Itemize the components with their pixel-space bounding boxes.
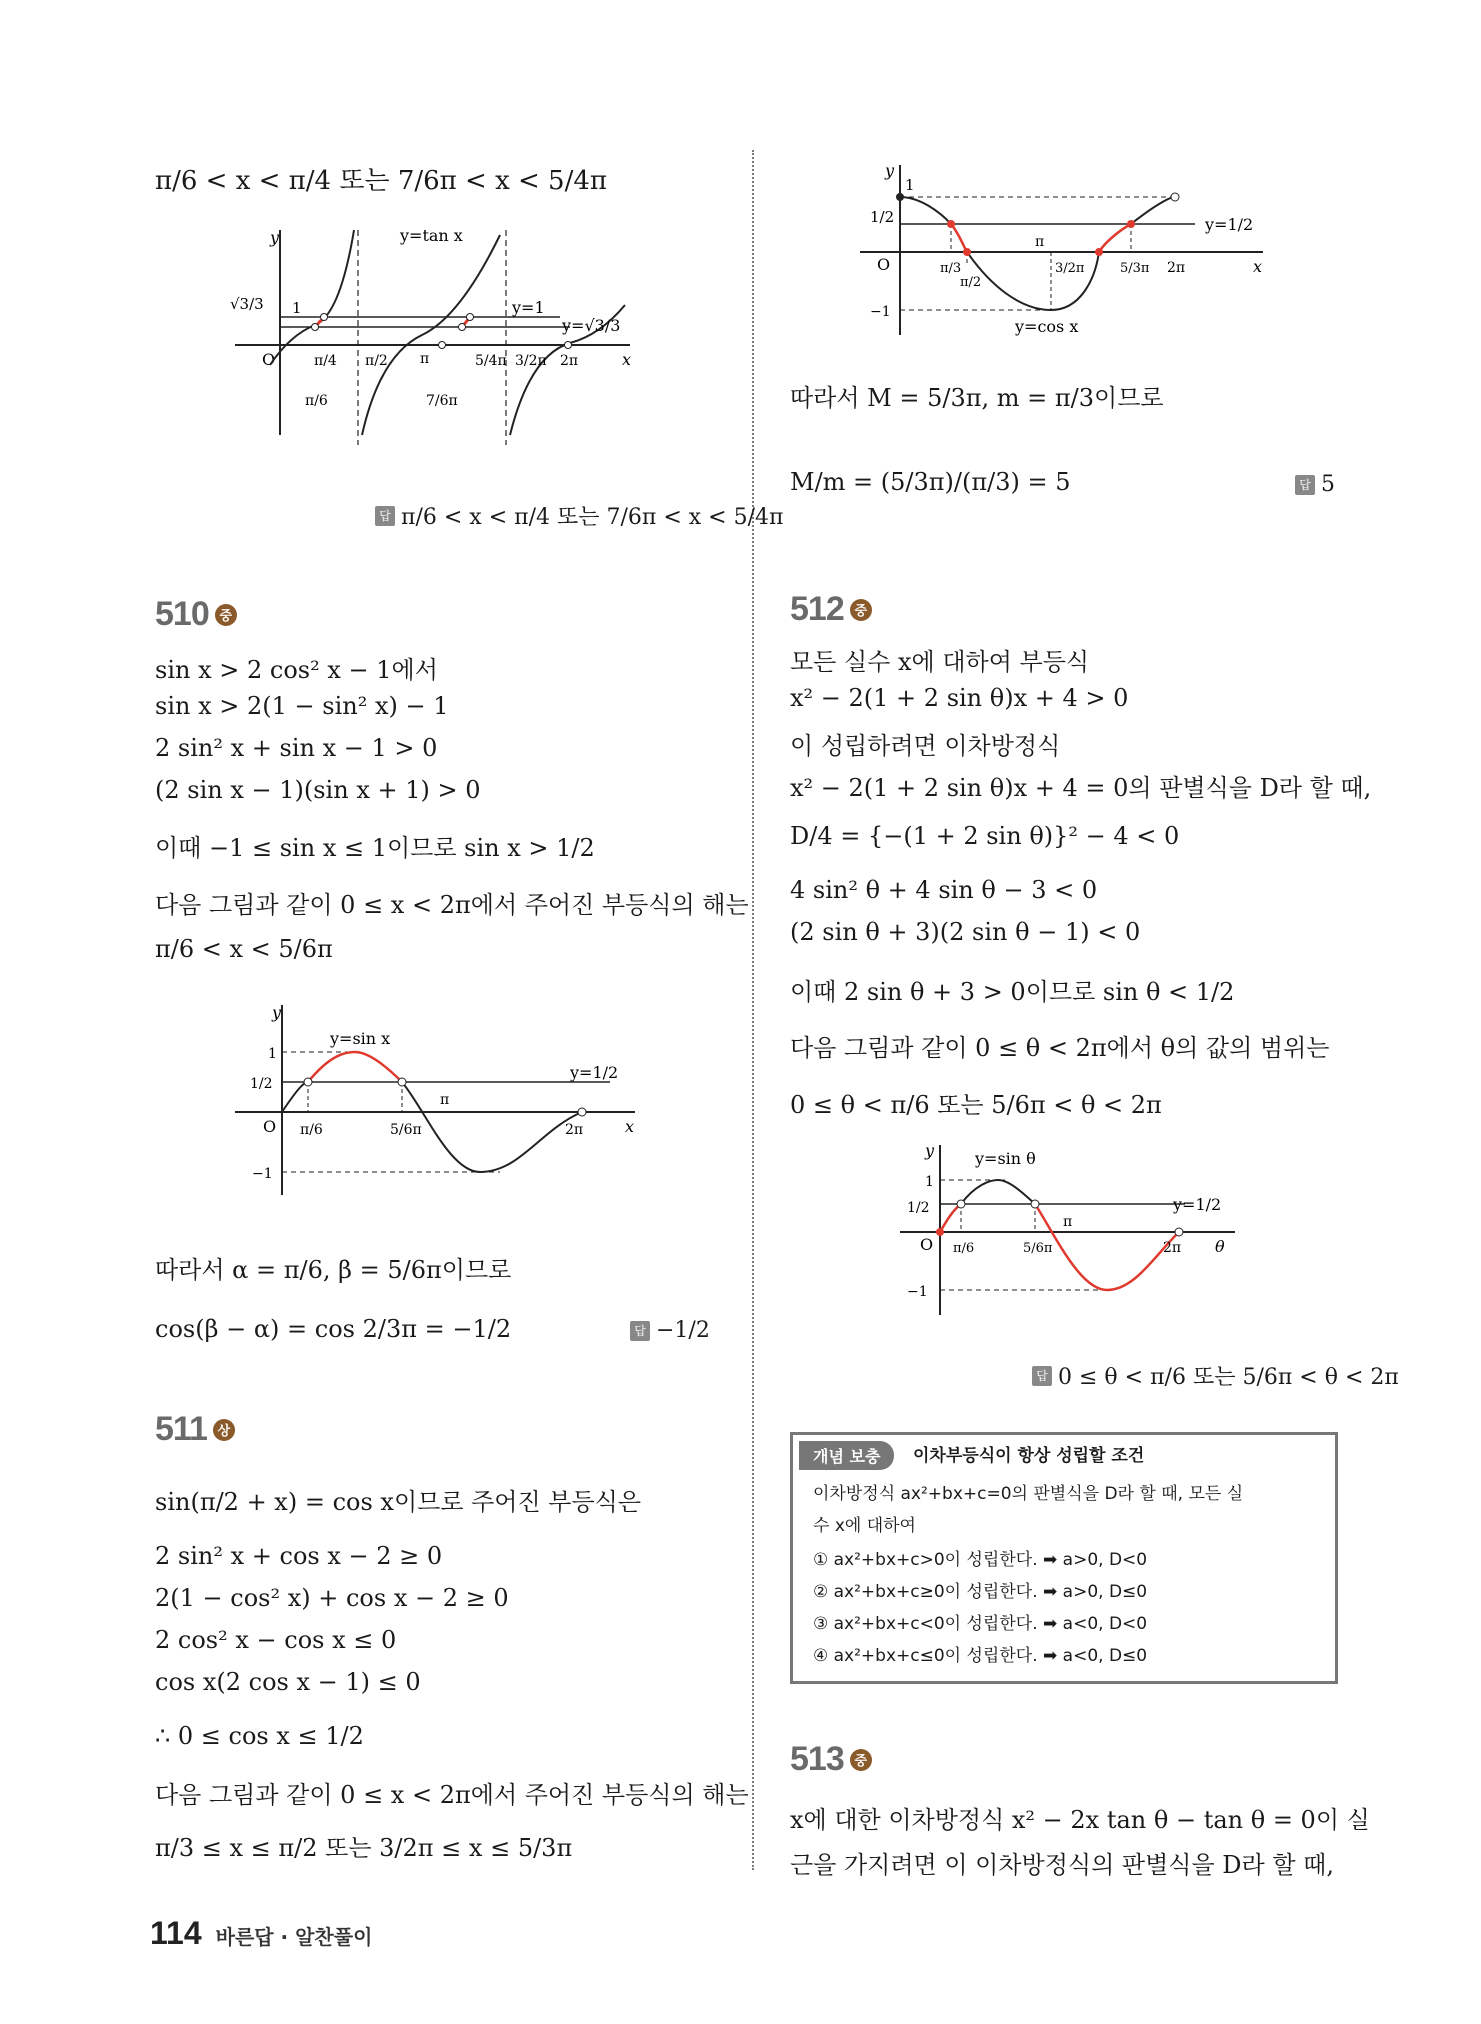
- svg-text:3/2π: 3/2π: [515, 353, 547, 369]
- page-footer: [150, 1915, 372, 1952]
- svg-text:y=tan x: y=tan x: [400, 226, 463, 245]
- sin-graph-510: [230, 1000, 650, 1200]
- svg-text:y=cos x: y=cos x: [1015, 317, 1079, 336]
- sol511-line: π/3 ≤ x ≤ π/2 또는 3/2π ≤ x ≤ 5/3π: [155, 1834, 573, 1862]
- sol511-result: M/m = (5/3π)/(π/3) = 5: [790, 468, 1071, 496]
- answer-511: 답 5: [1295, 472, 1335, 497]
- svg-text:π: π: [420, 351, 430, 367]
- svg-text:7/6π: 7/6π: [426, 393, 458, 409]
- svg-text:1/2: 1/2: [250, 1076, 273, 1092]
- svg-text:y=1/2: y=1/2: [570, 1063, 619, 1082]
- concept-item: ④ ax²+bx+c≤0이 성립한다. ➡ a<0, D≤0: [813, 1646, 1148, 1666]
- sol510-line: 이때 −1 ≤ sin x ≤ 1이므로 sin x > 1/2: [155, 834, 595, 862]
- svg-text:π: π: [1063, 1214, 1073, 1230]
- page-number: 114: [150, 1915, 202, 1951]
- problem-510-number: 510 중: [155, 595, 237, 634]
- svg-text:2π: 2π: [560, 353, 579, 369]
- sol511-line: 2(1 − cos² x) + cos x − 2 ≥ 0: [155, 1584, 509, 1612]
- answer-509: 답 π/6 < x < π/4 또는 7/6π < x < 5/4π: [375, 500, 783, 531]
- svg-text:2π: 2π: [1167, 260, 1186, 276]
- sol512-line: 4 sin² θ + 4 sin θ − 3 < 0: [790, 876, 1098, 904]
- sol512-line: 모든 실수 x에 대하여 부등식: [790, 648, 1090, 676]
- svg-text:2π: 2π: [1163, 1240, 1182, 1256]
- svg-text:5/6π: 5/6π: [390, 1122, 422, 1138]
- svg-text:−1: −1: [870, 304, 891, 320]
- concept-item: ② ax²+bx+c≥0이 성립한다. ➡ a>0, D≤0: [813, 1582, 1148, 1602]
- svg-text:O: O: [920, 1235, 934, 1254]
- svg-text:π: π: [1035, 234, 1045, 250]
- answer-icon: 답: [1295, 475, 1315, 495]
- sol511-line: 2 cos² x − cos x ≤ 0: [155, 1626, 397, 1654]
- sol510-line: 다음 그림과 같이 0 ≤ x < 2π에서 주어진 부등식의 해는: [155, 891, 749, 919]
- sol511-line: 다음 그림과 같이 0 ≤ x < 2π에서 주어진 부등식의 해는: [155, 1781, 749, 1809]
- tan-graph: [230, 225, 650, 445]
- sol511-result: 따라서 M = 5/3π, m = π/3이므로: [790, 384, 1164, 412]
- sol511-line: cos x(2 cos x − 1) ≤ 0: [155, 1668, 421, 1696]
- level-badge: 상: [213, 1419, 235, 1441]
- answer-icon: 답: [1032, 1366, 1052, 1386]
- answer-510: 답 −1/2: [630, 1318, 710, 1343]
- svg-text:π/2: π/2: [365, 353, 388, 369]
- svg-text:1/2: 1/2: [870, 208, 895, 226]
- sol512-line: (2 sin θ + 3)(2 sin θ − 1) < 0: [790, 918, 1141, 946]
- svg-text:θ: θ: [1215, 1237, 1225, 1256]
- svg-text:−1: −1: [907, 1284, 928, 1300]
- sol511-line: ∴ 0 ≤ cos x ≤ 1/2: [155, 1722, 364, 1750]
- sol512-line: 이때 2 sin θ + 3 > 0이므로 sin θ < 1/2: [790, 978, 1235, 1006]
- svg-text:1/2: 1/2: [907, 1200, 930, 1216]
- svg-text:y=1/2: y=1/2: [1173, 1195, 1222, 1214]
- svg-text:5/4π: 5/4π: [475, 353, 507, 369]
- svg-text:y: y: [270, 228, 280, 247]
- sol510-line: (2 sin x − 1)(sin x + 1) > 0: [155, 776, 481, 804]
- level-badge: 중: [850, 1749, 872, 1771]
- svg-text:3/2π: 3/2π: [1055, 261, 1085, 276]
- problem-513-number: 513 중: [790, 1740, 872, 1779]
- svg-text:π/3: π/3: [940, 261, 962, 276]
- sol513-line: 근을 가지려면 이 이차방정식의 판별식을 D라 할 때,: [790, 1851, 1334, 1879]
- problem-511-number: 511 상: [155, 1410, 235, 1449]
- level-badge: 중: [215, 604, 237, 626]
- sol510-line: 2 sin² x + sin x − 1 > 0: [155, 734, 438, 762]
- svg-text:y=sin θ: y=sin θ: [975, 1149, 1036, 1168]
- concept-item: ① ax²+bx+c>0이 성립한다. ➡ a>0, D<0: [813, 1550, 1148, 1570]
- problem-512-number: 512 중: [790, 590, 872, 629]
- sol511-line: sin(π/2 + x) = cos x이므로 주어진 부등식은: [155, 1488, 642, 1516]
- svg-text:y=√3/3: y=√3/3: [562, 316, 621, 335]
- svg-text:x: x: [625, 1117, 635, 1136]
- svg-text:O: O: [263, 1117, 277, 1136]
- answer-icon: 답: [630, 1321, 650, 1341]
- svg-text:1: 1: [292, 299, 302, 317]
- column-divider: [752, 150, 754, 1870]
- svg-text:2π: 2π: [565, 1122, 584, 1138]
- svg-text:y: y: [885, 161, 895, 180]
- svg-text:y=1: y=1: [512, 298, 545, 317]
- concept-box: [790, 1432, 1338, 1684]
- concept-intro: 수 x에 대하여: [813, 1516, 916, 1536]
- sol512-line: 이 성립하려면 이차방정식: [790, 732, 1061, 760]
- svg-text:O: O: [262, 350, 276, 369]
- svg-text:y=1/2: y=1/2: [1205, 215, 1254, 234]
- sol512-line: D/4 = {−(1 + 2 sin θ)}² − 4 < 0: [790, 822, 1180, 850]
- cos-graph: [855, 160, 1275, 340]
- svg-text:5/6π: 5/6π: [1023, 1241, 1053, 1256]
- svg-text:y: y: [272, 1003, 282, 1022]
- sol510-line: 따라서 α = π/6, β = 5/6π이므로: [155, 1256, 512, 1284]
- sol512-line: 다음 그림과 같이 0 ≤ θ < 2π에서 θ의 값의 범위는: [790, 1034, 1330, 1062]
- svg-text:5/3π: 5/3π: [1120, 261, 1150, 276]
- svg-text:π: π: [440, 1092, 450, 1108]
- sin-theta-graph: [895, 1140, 1255, 1320]
- sol513-line: x에 대한 이차방정식 x² − 2x tan θ − tan θ = 0이 실: [790, 1806, 1370, 1834]
- sol509-result: π/6 < x < π/4 또는 7/6π < x < 5/4π: [155, 166, 607, 196]
- concept-tag: 개념 보충: [799, 1441, 894, 1470]
- concept-item: ③ ax²+bx+c<0이 성립한다. ➡ a<0, D<0: [813, 1614, 1148, 1634]
- svg-text:x: x: [1253, 257, 1263, 276]
- sol511-line: 2 sin² x + cos x − 2 ≥ 0: [155, 1542, 443, 1570]
- svg-text:1: 1: [268, 1046, 277, 1062]
- level-badge: 중: [850, 599, 872, 621]
- concept-title: 이차부등식이 항상 성립할 조건: [913, 1446, 1145, 1466]
- svg-text:y=sin x: y=sin x: [330, 1029, 391, 1048]
- svg-text:π/6: π/6: [953, 1241, 975, 1256]
- svg-text:1: 1: [925, 1174, 934, 1190]
- sol510-line: π/6 < x < 5/6π: [155, 935, 333, 963]
- svg-text:π/2: π/2: [960, 275, 982, 290]
- svg-text:π/6: π/6: [305, 393, 328, 409]
- svg-text:π/4: π/4: [314, 353, 337, 369]
- svg-text:−1: −1: [252, 1166, 273, 1182]
- footer-title: 바른답 · 알찬풀이: [215, 1925, 373, 1949]
- answer-icon: 답: [375, 506, 395, 526]
- sol510-line: sin x > 2 cos² x − 1에서: [155, 656, 438, 684]
- sol510-line: cos(β − α) = cos 2/3π = −1/2: [155, 1315, 512, 1343]
- svg-text:1: 1: [905, 176, 915, 194]
- svg-text:O: O: [877, 255, 891, 274]
- sol510-line: sin x > 2(1 − sin² x) − 1: [155, 692, 449, 720]
- sol512-line: x² − 2(1 + 2 sin θ)x + 4 = 0의 판별식을 D라 할 때,: [790, 774, 1372, 802]
- svg-text:x: x: [622, 350, 632, 369]
- svg-text:√3/3: √3/3: [230, 295, 264, 313]
- svg-text:π/6: π/6: [300, 1122, 323, 1138]
- svg-text:y: y: [925, 1141, 935, 1160]
- answer-512: 답 0 ≤ θ < π/6 또는 5/6π < θ < 2π: [1032, 1360, 1399, 1391]
- concept-intro: 이차방정식 ax²+bx+c=0의 판별식을 D라 할 때, 모든 실: [813, 1484, 1244, 1504]
- sol512-line: 0 ≤ θ < π/6 또는 5/6π < θ < 2π: [790, 1091, 1162, 1119]
- sol512-line: x² − 2(1 + 2 sin θ)x + 4 > 0: [790, 684, 1129, 712]
